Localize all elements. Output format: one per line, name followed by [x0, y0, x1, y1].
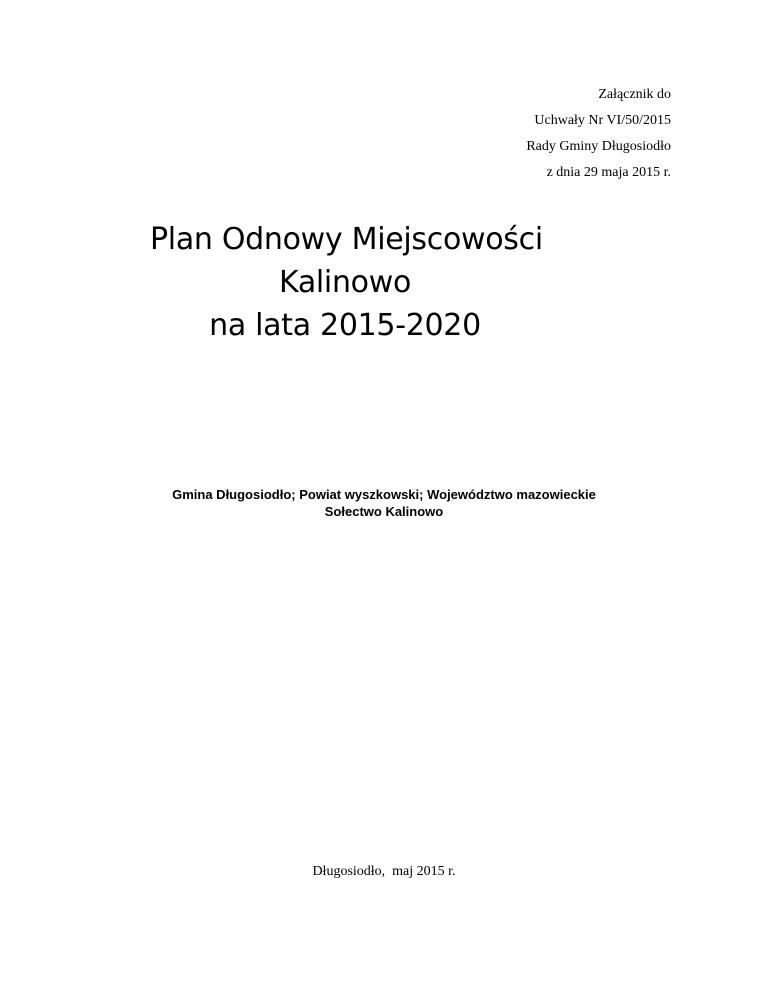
resolution-number: Uchwały Nr VI/50/2015	[534, 113, 671, 128]
title-line-years: na lata 2015-2020	[209, 308, 481, 343]
village-council: Sołectwo Kalinowo	[324, 504, 444, 519]
annex-header	[526, 82, 671, 186]
title-line-village: Kalinowo	[278, 265, 412, 300]
location-block	[84, 486, 684, 520]
title-line-plan: Plan Odnowy Miejscowości	[150, 222, 543, 257]
council-name: Rady Gminy Długosiodło	[526, 139, 671, 154]
administrative-units: Gmina Długosiodło; Powiat wyszkowski; Województwo mazowieckie	[172, 487, 596, 502]
document-title	[150, 218, 543, 347]
place-and-date: Długosiodło, maj 2015 r.	[312, 864, 456, 879]
annex-label: Załącznik do	[598, 87, 671, 102]
resolution-date: z dnia 29 maja 2015 r.	[546, 165, 671, 180]
